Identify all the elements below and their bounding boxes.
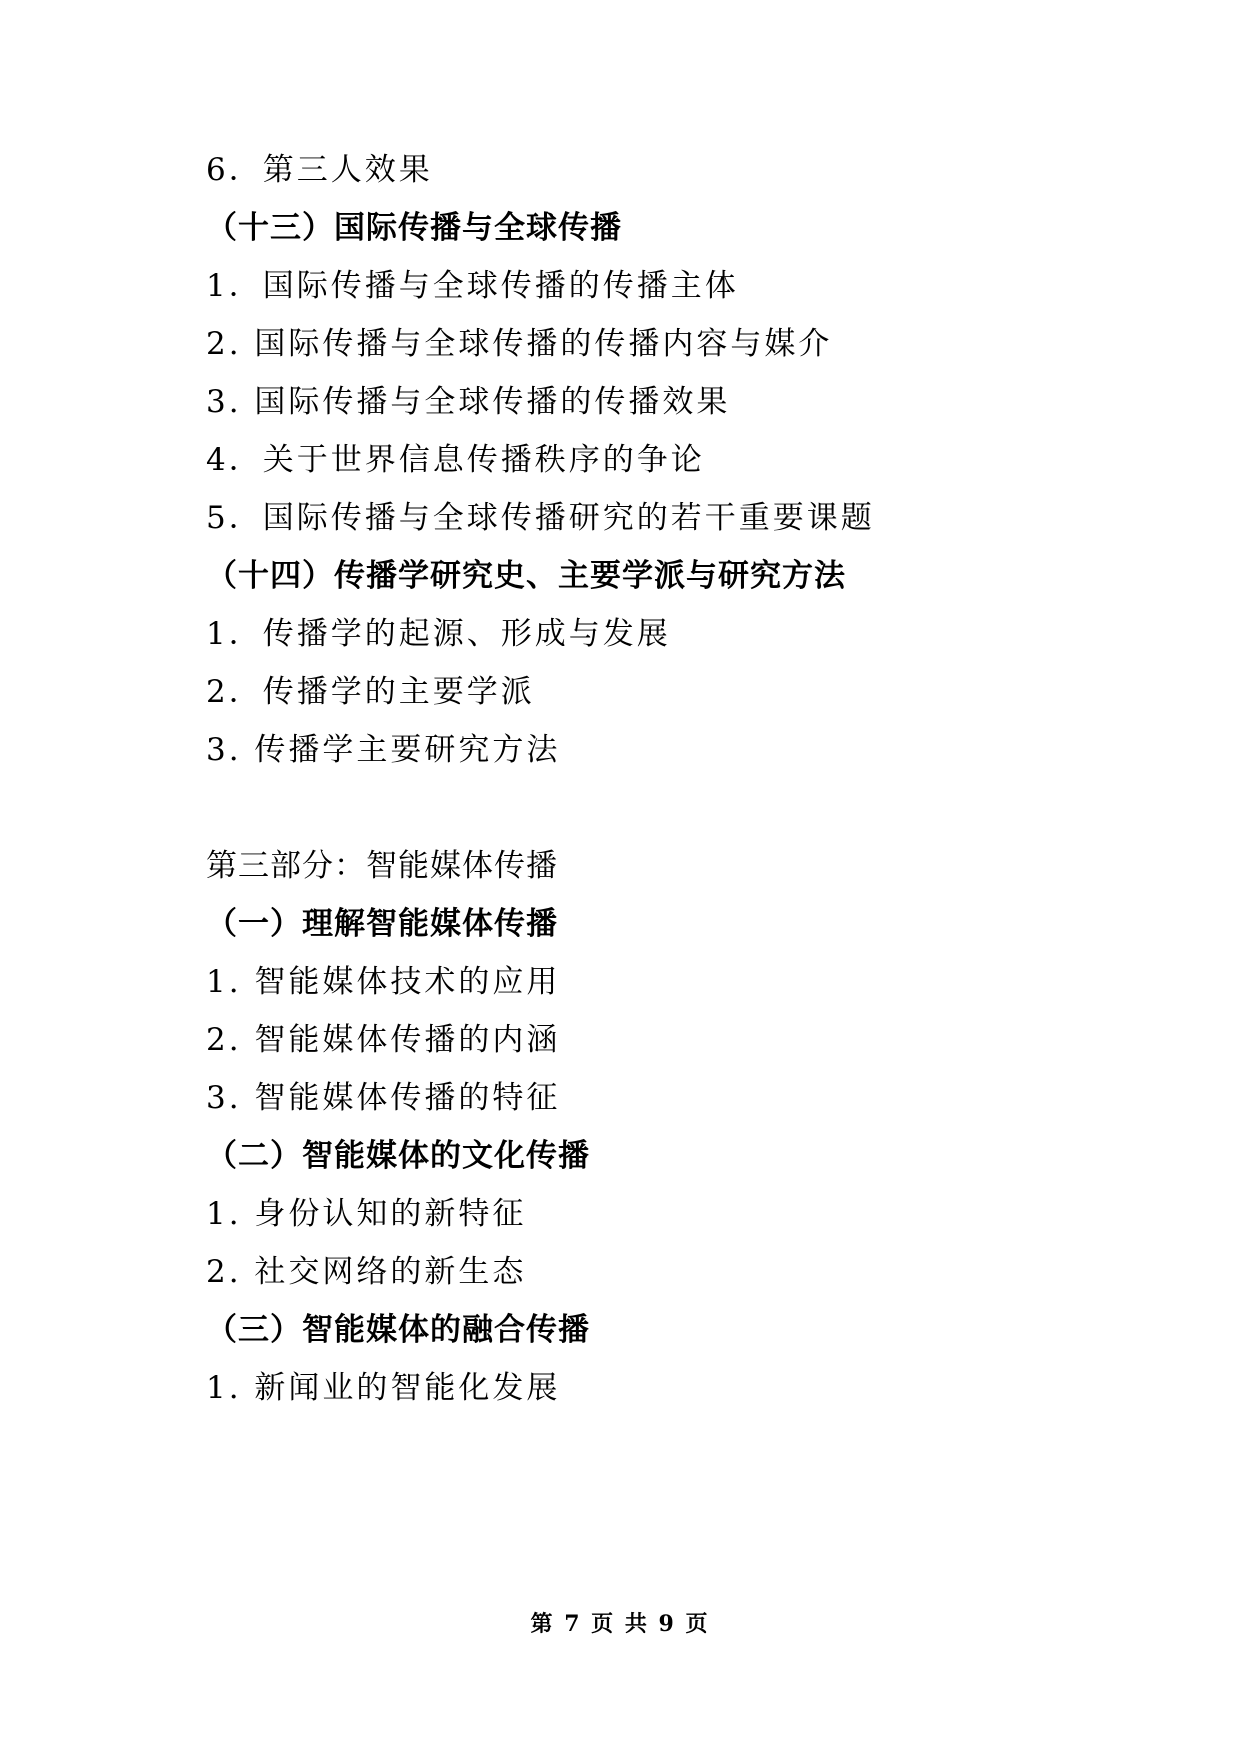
section-heading: （一）理解智能媒体传播 [206,906,558,942]
list-item: 6．第三人效果 [206,152,433,188]
section-heading: （十三）国际传播与全球传播 [206,210,622,246]
list-item: 2. 智能媒体传播的内涵 [206,1022,561,1058]
list-item: 2．传播学的主要学派 [206,674,535,710]
list-item: 2. 国际传播与全球传播的传播内容与媒介 [206,326,833,362]
list-item: 4．关于世界信息传播秩序的争论 [206,442,705,478]
list-item: 1. 智能媒体技术的应用 [206,964,561,1000]
page-number-footer: 第 7 页 共 9 页 [530,1611,710,1637]
section-heading: （二）智能媒体的文化传播 [206,1138,590,1174]
section-heading: （十四）传播学研究史、主要学派与研究方法 [206,558,846,594]
list-item: 1. 身份认知的新特征 [206,1196,527,1232]
list-item: 5．国际传播与全球传播研究的若干重要课题 [206,500,875,536]
list-item: 1．传播学的起源、形成与发展 [206,616,671,652]
list-item: 1. 新闻业的智能化发展 [206,1370,561,1406]
list-item: 3. 国际传播与全球传播的传播效果 [206,384,731,420]
list-item: 3. 智能媒体传播的特征 [206,1080,561,1116]
section-heading: （三）智能媒体的融合传播 [206,1312,590,1348]
part-title: 第三部分：智能媒体传播 [206,848,558,884]
list-item: 1．国际传播与全球传播的传播主体 [206,268,739,304]
list-item: 3. 传播学主要研究方法 [206,732,561,768]
list-item: 2. 社交网络的新生态 [206,1254,527,1290]
